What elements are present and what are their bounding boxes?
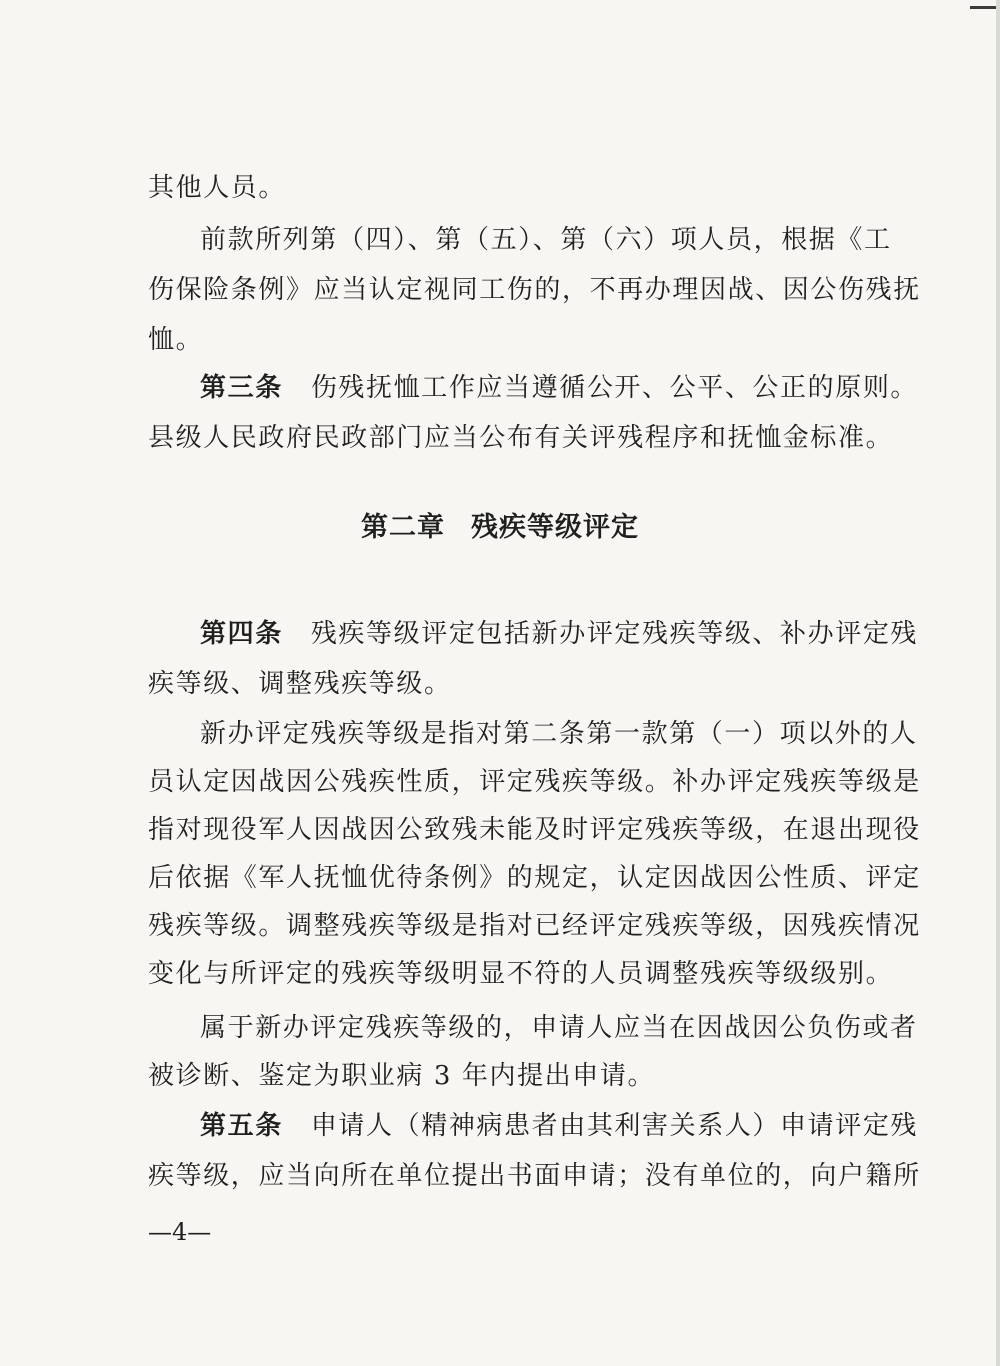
article-5-line bbox=[200, 1106, 919, 1146]
article-label: 第五条 bbox=[200, 1111, 283, 1141]
article-4-line bbox=[200, 614, 919, 654]
text-line: 员认定因战因公残疾性质，评定残疾等级。补办评定残疾等级是 bbox=[148, 767, 921, 797]
article-label: 第三条 bbox=[200, 373, 283, 403]
text-line: 申请人（精神病患者由其利害关系人）申请评定残 bbox=[310, 1111, 919, 1141]
text-line: 伤保险条例》应当认定视同工伤的，不再办理因战、因公伤残抚 bbox=[148, 275, 921, 305]
article-label: 第四条 bbox=[200, 619, 283, 649]
text-line: 指对现役军人因战因公致残未能及时评定残疾等级，在退出现役 bbox=[148, 815, 921, 845]
chapter-title: 残疾等级评定 bbox=[471, 512, 639, 543]
chapter-heading bbox=[0, 508, 1000, 548]
text-line: 恤。 bbox=[148, 325, 204, 355]
text-line: 疾等级、调整残疾等级。 bbox=[148, 669, 452, 699]
text-line: 残疾等级评定包括新办评定残疾等级、补办评定残 bbox=[310, 619, 919, 649]
text-line: 县级人民政府民政部门应当公布有关评残程序和抚恤金标准。 bbox=[148, 423, 894, 453]
text-line: 属于新办评定残疾等级的，申请人应当在因战因公负伤或者 bbox=[200, 1013, 918, 1043]
chapter-number: 第二章 bbox=[361, 512, 445, 543]
scan-page-edge bbox=[996, 0, 1000, 1366]
article-3-line bbox=[200, 368, 919, 408]
page-number: —4— bbox=[148, 1218, 212, 1246]
text-line: 其他人员。 bbox=[148, 173, 287, 203]
text-line: 后依据《军人抚恤优待条例》的规定，认定因战因公性质、评定 bbox=[148, 863, 921, 893]
text-line: 被诊断、鉴定为职业病 3 年内提出申请。 bbox=[148, 1061, 656, 1091]
text-line: 前款所列第（四）、第（五）、第（六）项人员，根据《工 bbox=[200, 225, 892, 255]
text-line: 变化与所评定的残疾等级明显不符的人员调整残疾等级级别。 bbox=[148, 959, 894, 989]
text-line: 伤残抚恤工作应当遵循公开、公平、公正的原则。 bbox=[310, 373, 919, 403]
text-line: 疾等级，应当向所在单位提出书面申请；没有单位的，向户籍所 bbox=[148, 1161, 921, 1191]
text-line: 新办评定残疾等级是指对第二条第一款第（一）项以外的人 bbox=[200, 719, 918, 749]
text-line: 残疾等级。调整残疾等级是指对已经评定残疾等级，因残疾情况 bbox=[148, 911, 921, 941]
